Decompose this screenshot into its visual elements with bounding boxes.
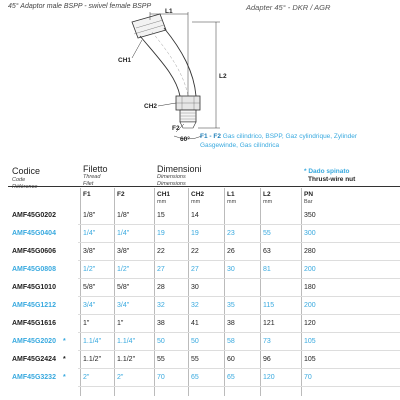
header-code-it: Code — [12, 177, 26, 183]
label-ch1: CH1 — [118, 57, 132, 64]
label-f2: F2 — [172, 125, 180, 132]
cell-code: AMF45G1616 — [12, 320, 56, 327]
header-thread-de: Filet — [83, 180, 94, 187]
unit-pn: Bar — [304, 199, 313, 205]
cell-pn: 300 — [304, 230, 316, 237]
thread-caption — [200, 133, 396, 150]
cell-l2: 73 — [263, 338, 271, 345]
cell-l2: 63 — [263, 248, 271, 255]
col-ch1: CH1 — [157, 191, 171, 198]
cell-f2: 1/2" — [117, 266, 130, 273]
cell-ch1: 50 — [157, 338, 165, 345]
header-code-sub — [12, 177, 37, 190]
cell-ch1: 38 — [157, 320, 165, 327]
swivel-nut-ch1 — [132, 14, 166, 38]
row-separator — [78, 386, 400, 387]
cell-f2: 1/8" — [117, 212, 130, 219]
header-dims-fr: Dimensions — [157, 180, 186, 187]
cell-pn: 105 — [304, 356, 316, 363]
cell-l2: 115 — [263, 302, 275, 309]
cell-star: * — [63, 374, 66, 381]
cell-code: AMF45G0404 — [12, 230, 56, 237]
header-thread-en: Thread — [83, 174, 101, 180]
cell-l2: 55 — [263, 230, 271, 237]
cell-f1: 5/8" — [83, 284, 96, 291]
cell-f1: 1/8" — [83, 212, 96, 219]
cell-f2: 2" — [117, 374, 124, 381]
cell-l1: 38 — [227, 320, 235, 327]
table-row — [0, 317, 400, 331]
cell-pn: 200 — [304, 302, 316, 309]
cell-code: AMF45G2020 — [12, 338, 56, 345]
label-l2: L2 — [219, 73, 227, 80]
table-row — [0, 245, 400, 259]
header-dims-en: Dimensions — [157, 174, 186, 180]
label-l1: L1 — [165, 8, 173, 15]
cell-star: * — [63, 356, 66, 363]
cell-f2: 1/4" — [117, 230, 130, 237]
cell-star: * — [63, 338, 66, 345]
cell-ch1: 15 — [157, 212, 165, 219]
cell-f2: 3/8" — [117, 248, 130, 255]
table-row — [0, 299, 400, 313]
col-l2: L2 — [263, 191, 271, 198]
cell-f2: 5/8" — [117, 284, 130, 291]
header-thread: Filetto — [83, 164, 108, 174]
cell-f2: 3/4" — [117, 302, 130, 309]
unit-ch2: mm — [191, 199, 201, 205]
header-code: Codice — [12, 166, 41, 176]
label-ch2: CH2 — [144, 103, 158, 110]
row-separator — [78, 242, 400, 243]
cell-ch1: 55 — [157, 356, 165, 363]
cell-pn: 180 — [304, 284, 316, 291]
table-row — [0, 209, 400, 223]
cell-ch2: 32 — [191, 302, 199, 309]
cell-f1: 1.1/2" — [83, 356, 102, 363]
cell-f1: 2" — [83, 374, 90, 381]
cell-ch2: 65 — [191, 374, 199, 381]
cell-code: AMF45G0202 — [12, 212, 56, 219]
cell-f2: 1.1/2" — [117, 356, 136, 363]
cell-f1: 3/8" — [83, 248, 96, 255]
cell-l2: 81 — [263, 266, 271, 273]
table-row — [0, 227, 400, 241]
fitting-drawing — [120, 10, 240, 142]
label-angle: 60° — [180, 136, 190, 143]
col-f1: F1 — [83, 191, 91, 198]
thrust-note-title: * Dado spinato — [304, 168, 350, 175]
table-row — [0, 353, 400, 367]
col-f2: F2 — [117, 191, 125, 198]
cell-ch2: 19 — [191, 230, 199, 237]
header-rule — [8, 186, 400, 187]
unit-l2: mm — [263, 199, 273, 205]
cell-pn: 105 — [304, 338, 316, 345]
row-separator — [78, 332, 400, 333]
cell-pn: 280 — [304, 248, 316, 255]
row-separator — [78, 224, 400, 225]
cell-l2: 96 — [263, 356, 271, 363]
header-dims: Dimensioni — [157, 164, 202, 174]
cell-f1: 1/4" — [83, 230, 96, 237]
cell-l1: 30 — [227, 266, 235, 273]
row-separator — [78, 350, 400, 351]
row-separator — [78, 314, 400, 315]
cell-f1: 1/2" — [83, 266, 96, 273]
cell-ch2: 14 — [191, 212, 199, 219]
cell-code: AMF45G0808 — [12, 266, 56, 273]
cell-pn: 70 — [304, 374, 312, 381]
hex-ch2 — [176, 96, 200, 110]
cell-pn: 200 — [304, 266, 316, 273]
cell-f2: 1" — [117, 320, 124, 327]
row-separator — [78, 368, 400, 369]
unit-ch1: mm — [157, 199, 167, 205]
cell-ch1: 19 — [157, 230, 165, 237]
col-pn: PN — [304, 191, 314, 198]
elbow-body — [140, 28, 196, 96]
cell-f1: 1.1/4" — [83, 338, 102, 345]
col-l1: L1 — [227, 191, 235, 198]
cell-ch2: 50 — [191, 338, 199, 345]
dimension-l2 — [192, 22, 227, 128]
cell-ch2: 30 — [191, 284, 199, 291]
table-row — [0, 263, 400, 277]
cell-ch2: 55 — [191, 356, 199, 363]
cell-ch2: 22 — [191, 248, 199, 255]
cell-f2: 1.1/4" — [117, 338, 136, 345]
cell-l2: 121 — [263, 320, 275, 327]
cell-l1: 58 — [227, 338, 235, 345]
page-subtitle-right: Adapter 45° - DKR / AGR — [246, 3, 331, 12]
cell-ch1: 32 — [157, 302, 165, 309]
cell-ch1: 27 — [157, 266, 165, 273]
row-separator — [78, 278, 400, 279]
cell-l1: 23 — [227, 230, 235, 237]
cell-ch2: 27 — [191, 266, 199, 273]
unit-l1: mm — [227, 199, 237, 205]
cell-ch2: 41 — [191, 320, 199, 327]
cell-pn: 120 — [304, 320, 316, 327]
cell-code: AMF45G3232 — [12, 374, 56, 381]
table-row — [0, 335, 400, 349]
cell-l2: 120 — [263, 374, 275, 381]
cell-code: AMF45G1010 — [12, 284, 56, 291]
page-subtitle-left: 45° Adaptor male BSPP - swivel female BSPP — [8, 3, 152, 10]
cell-f1: 3/4" — [83, 302, 96, 309]
cell-ch1: 28 — [157, 284, 165, 291]
cell-code: AMF45G1212 — [12, 302, 56, 309]
cell-ch1: 22 — [157, 248, 165, 255]
caption-text: Gas cilindrico, BSPP, Gaz cylindrique, Zylinder Gasgewinde, Gas cilíndrica — [200, 133, 358, 149]
thrust-note-sub: Thrust-wire nut — [308, 176, 356, 183]
cell-ch1: 70 — [157, 374, 165, 381]
cell-pn: 350 — [304, 212, 316, 219]
cell-l1: 26 — [227, 248, 235, 255]
caption-prefix: F1 - F2 — [200, 133, 221, 140]
table-row — [0, 281, 400, 295]
cell-l1: 65 — [227, 374, 235, 381]
cell-code: AMF45G2424 — [12, 356, 56, 363]
cell-l1: 35 — [227, 302, 235, 309]
header-code-fr: Référence — [12, 183, 38, 190]
row-separator — [78, 260, 400, 261]
table-row — [0, 371, 400, 385]
cell-f1: 1" — [83, 320, 90, 327]
cell-l1: 60 — [227, 356, 235, 363]
col-ch2: CH2 — [191, 191, 205, 198]
cell-code: AMF45G0606 — [12, 248, 56, 255]
row-separator — [78, 296, 400, 297]
